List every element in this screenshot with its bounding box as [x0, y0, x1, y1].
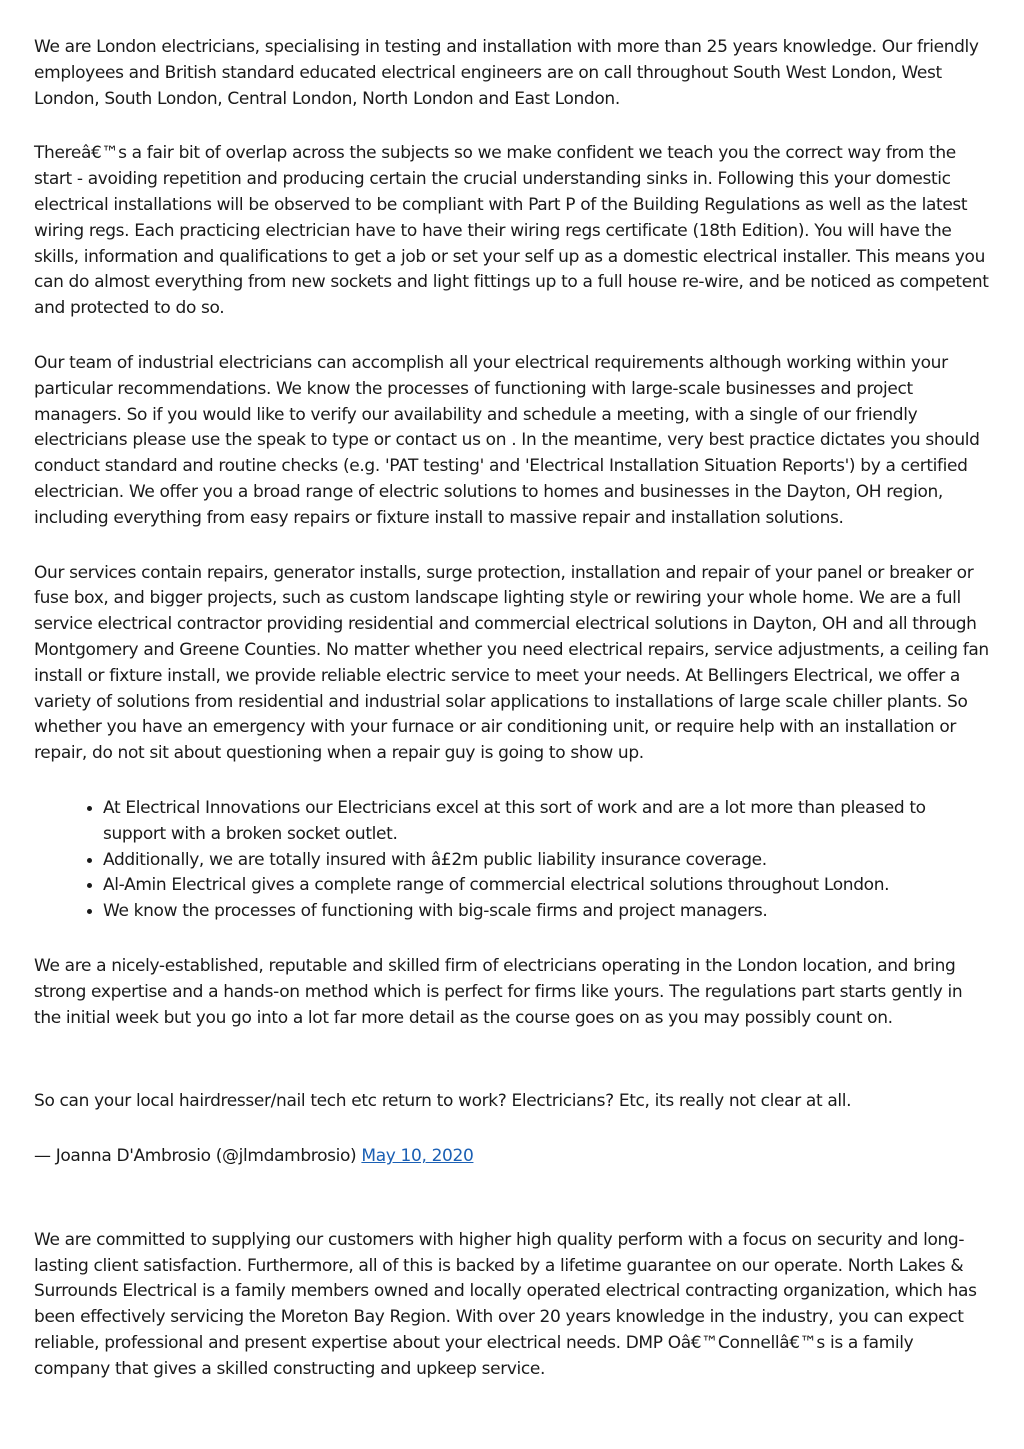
spacer: [34, 1060, 990, 1089]
paragraph-established: We are a nicely-established, reputable and skilled firm of electricians operating in the London location, and bring strong expertise and a hands-on method which is perfect for firms like yours. The regulations part starts gently in the initial week but you go into a lot far more detail as the course goes on as you may possibly count on.: [34, 955, 963, 1028]
list-item: • Additionally, we are totally insured with â£2m public liability insurance coverage.: [103, 848, 990, 874]
quote-attribution-line: [34, 1144, 990, 1170]
quote-text: So can your local hairdresser/nail tech etc return to work? Electricians? Etc, its really not clear at all.: [34, 1091, 852, 1112]
paragraph-intro: We are London electricians, specialising in testing and installation with more than 25 years knowledge. Our friendly employees and British standard educated electrical engineers are on call throughout South West London, West London, South London, Central London, North London and East London.: [34, 37, 979, 109]
quote-attribution: — Joanna D'Ambrosio (@jlmdambrosio): [34, 1146, 362, 1167]
paragraph-industrial: Our team of industrial electricians can accomplish all your electrical requirements although working within your particular recommendations. We know the processes of functioning with large-scale businesses and project managers. So if you would like to verify our availability and schedule a meeting, with a single of our friendly electricians please use the speak to type or contact us on . In the meantime, very best practice dictates you should conduct standard and routine checks (e.g. 'PAT testing' and 'Electrical Installation Situation Reports') by a certified electrician. We offer you a broad range of electric solutions to homes and businesses in the Dayton, OH region, including everything from easy repairs or fixture install to massive repair and installation solutions.: [34, 352, 980, 528]
paragraph-services: Our services contain repairs, generator installs, surge protection, installation and repair of your panel or breaker or fuse box, and bigger projects, such as custom landscape lighting style or rewiring your whole home. We are a full service electrical contractor providing residential and commercial electrical solutions in Dayton, OH and all through Montgomery and Greene Counties. No matter whether you need electrical repairs, service adjustments, a ceiling fan install or fixture install, we provide reliable electric service to meet your needs. At Bellingers Electrical, we offer a variety of solutions from residential and industrial solar applications to installations of large scale chiller plants. So whether you have an emergency with your furnace or air conditioning unit, or require help with an installation or repair, do not sit about questioning when a repair guy is going to show up.: [34, 562, 989, 764]
list-item: • At Electrical Innovations our Electricians excel at this sort of work and are a lot more than pleased to support with a broken socket outlet.: [103, 796, 990, 848]
spacer: [34, 1199, 990, 1228]
list-item: • Al-Amin Electrical gives a complete range of commercial electrical solutions throughout London.: [103, 873, 990, 899]
list-item: • We know the processes of functioning with big-scale firms and project managers.: [103, 899, 990, 925]
paragraph-overlap: Thereâ€™s a fair bit of overlap across the subjects so we make confident we teach you the correct way from the start - avoiding repetition and producing certain the crucial understanding sinks in. Following this your domestic electrical installations will be observed to be compliant with Part P of the Building Regulations as well as the latest wiring regs. Each practicing electrician have to have their wiring regs certificate (18th Edition). You will have the skills, information and qualifications to get a job or set your self up as a domestic electrical installer. This means you can do almost everything from new sockets and light fittings up to a full house re-wire, and be noticed as competent and protected to do so.: [34, 143, 989, 319]
quote-date-link[interactable]: May 10, 2020: [361, 1146, 474, 1167]
paragraph-committed: We are committed to supplying our customers with higher high quality perform with a focus on security and long-lasting client satisfaction. Furthermore, all of this is backed by a lifetime guarantee on our operate. North Lakes & Surrounds Electrical is a family members owned and locally operated electrical contracting organization, which has been effectively servicing the Moreton Bay Region. With over 20 years knowledge in the industry, you can expect reliable, professional and present expertise about your electrical needs. DMP Oâ€™Connellâ€™s is a family company that gives a skilled constructing and upkeep service.: [34, 1229, 977, 1379]
bullet-list: [34, 796, 990, 925]
embedded-quote: [34, 1089, 990, 1170]
